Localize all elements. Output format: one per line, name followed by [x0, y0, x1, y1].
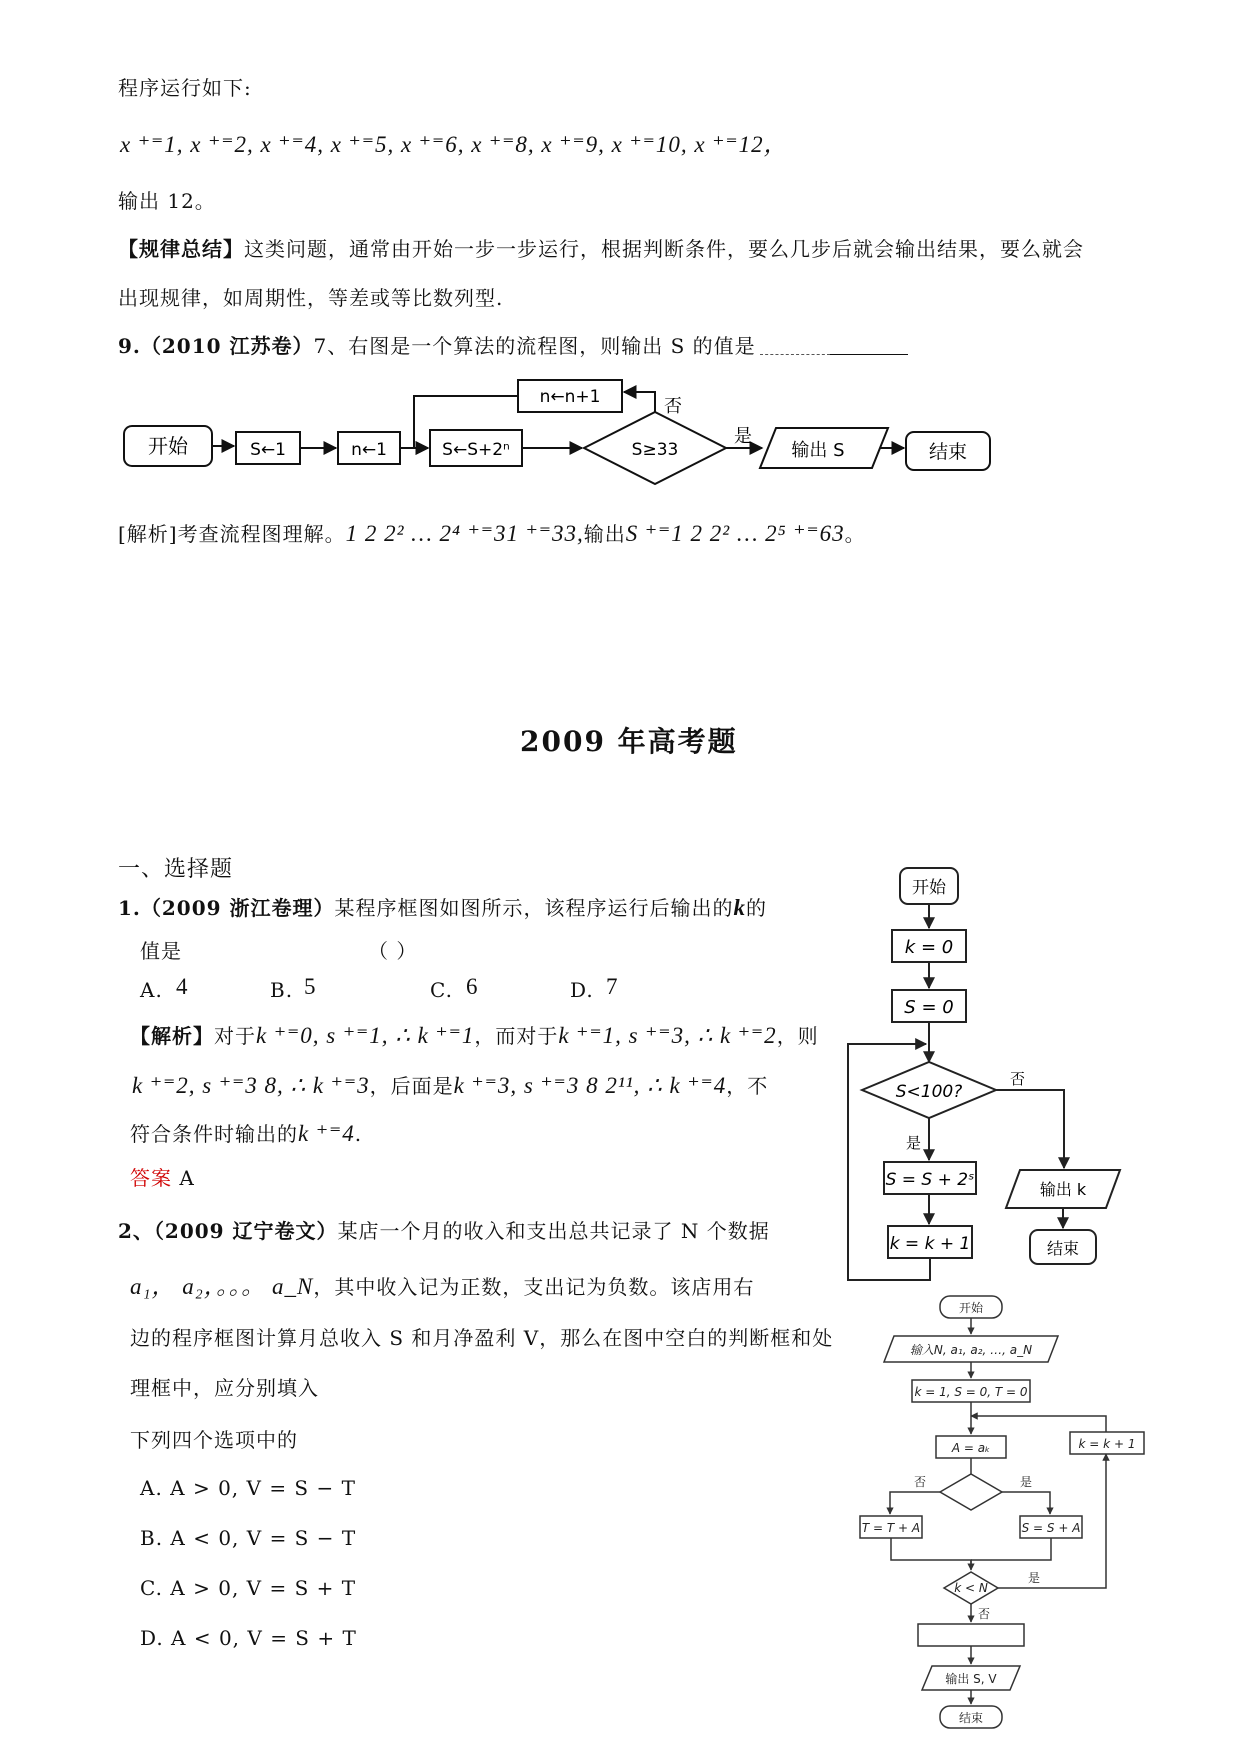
- q9-flow-condition: S≥33: [631, 440, 679, 460]
- q1-flow-no: 否: [1010, 1070, 1026, 1088]
- q1-analysis-3b: k ⁺⁼4: [298, 1121, 355, 1146]
- q1-answer-label: 答案: [130, 1166, 172, 1190]
- q2-flow-left: T = T + A: [861, 1521, 921, 1535]
- q1-flow-end: 结束: [1046, 1239, 1080, 1258]
- section-title: 2009 年高考题: [520, 725, 738, 758]
- q1-flow-yes: 是: [906, 1134, 922, 1152]
- q1-option-b-value: 5: [304, 974, 317, 999]
- q9-analysis-prefix: [解析]考查流程图理解。: [118, 522, 346, 546]
- q1-analysis-2: [132, 1070, 768, 1099]
- q2-line-2-math: a₁， a₂，。。。 a_N: [130, 1274, 314, 1299]
- q1-analysis-1e: ，则: [776, 1024, 819, 1048]
- q1-number: 1.: [118, 896, 141, 920]
- q1-analysis-2a: k ⁺⁼2, s ⁺⁼3 8, ∴ k ⁺⁼3: [132, 1073, 370, 1098]
- q1-flow-cond: S<100?: [895, 1082, 963, 1102]
- q2-text: 某店一个月的收入和支出总共记录了 N 个数据: [337, 1219, 770, 1243]
- q2-option-c: C. A > 0, V = S + T: [140, 1576, 357, 1600]
- q9-source: （2010 江苏卷）: [140, 334, 314, 358]
- q1-var: k: [733, 895, 747, 920]
- q2-flow-cond: k < N: [954, 1581, 988, 1595]
- q1-analysis-2b: ，后面是: [369, 1074, 454, 1098]
- q9-flow-n-update: n←n+1: [539, 387, 601, 407]
- q1-analysis-1: [130, 1020, 819, 1049]
- q2-flow-yes2: 是: [1028, 1571, 1041, 1585]
- q1-line-2: 值是: [140, 939, 182, 963]
- q1-analysis-1c: ，而对于: [474, 1024, 559, 1048]
- q2-line-2-text: ，其中收入记为正数，支出记为负数。该店用右: [313, 1275, 755, 1299]
- q2-line-4: 理框中，应分别填入: [130, 1376, 319, 1400]
- q9-blank-underline: [830, 354, 908, 355]
- q1-analysis-1d: k ⁺⁼1, s ⁺⁼3, ∴ k ⁺⁼2: [558, 1023, 777, 1048]
- q1-option-c-label: C.: [430, 978, 453, 1002]
- q1-flowchart: [840, 862, 1140, 1282]
- q9-flow-no: 否: [664, 396, 682, 417]
- q1-analysis-3c: .: [354, 1122, 363, 1146]
- q2-line-2: [130, 1268, 754, 1301]
- q9-flow-yes: 是: [734, 426, 752, 447]
- q2-flow-input: 输入N, a₁, a₂, …, a_N: [909, 1343, 1033, 1357]
- q2-option-d: D. A < 0, V = S + T: [140, 1626, 357, 1650]
- q9-analysis-output-label: 输出: [583, 522, 626, 546]
- q2-number: 2、: [118, 1219, 154, 1243]
- q9-text: 7、右图是一个算法的流程图，则输出 S 的值是: [313, 334, 756, 358]
- q9-flowchart: [0, 372, 1241, 512]
- q1-analysis-1b: k ⁺⁼0, s ⁺⁼1, ∴ k ⁺⁼1: [256, 1023, 475, 1048]
- section-heading: 一、选择题: [118, 857, 234, 882]
- q1-analysis-2c: k ⁺⁼3, s ⁺⁼3 8 2¹¹, ∴ k ⁺⁼4: [453, 1073, 727, 1098]
- q1-option-a-label: A.: [140, 978, 163, 1002]
- q2-flowchart: [860, 1292, 1160, 1752]
- rule-line-2: 出现规律，如周期性，等差或等比数列型.: [118, 286, 504, 310]
- q9-blank-dashed: [760, 354, 830, 355]
- q2-flow-no2: 否: [978, 1607, 991, 1621]
- q9-flow-start: 开始: [148, 434, 188, 458]
- rule-text-1: 这类问题，通常由开始一步一步运行，根据判断条件，要么几步后就会输出结果，要么就会: [244, 237, 1084, 261]
- q2-flow-kinc: k = k + 1: [1078, 1437, 1136, 1451]
- q1-flow-k0: k = 0: [904, 937, 954, 958]
- q2-flow-start: 开始: [958, 1301, 984, 1315]
- q1-analysis-2d: ，不: [726, 1074, 769, 1098]
- q2-line-3: 边的程序框图计算月总收入 S 和月净盈利 V，那么在图中空白的判断框和处: [130, 1326, 834, 1350]
- q2-option-b: B. A < 0, V = S − T: [140, 1526, 357, 1550]
- run-sequence: x ⁺⁼1, x ⁺⁼2, x ⁺⁼4, x ⁺⁼5, x ⁺⁼6, x ⁺⁼8, x ⁺⁼9, x ⁺⁼10, x ⁺⁼12，: [120, 132, 788, 157]
- q2-line-1: [118, 1215, 770, 1244]
- q2-source: （2009 辽宁卷文）: [153, 1219, 338, 1243]
- q1-answer: [130, 1162, 195, 1191]
- run-intro: 程序运行如下:: [118, 76, 252, 100]
- rule-label: 【规律总结】: [118, 237, 244, 261]
- q9-analysis: [118, 518, 866, 547]
- q2-option-a: A. A > 0, V = S − T: [140, 1476, 356, 1500]
- q1-source: （2009 浙江卷理）: [140, 896, 335, 920]
- q1-option-b-label: B.: [270, 978, 294, 1002]
- q9-flow-n-init: n←1: [351, 440, 387, 460]
- q9-flow-s-update: S←S+2ⁿ: [442, 440, 510, 460]
- q2-flow-right: S = S + A: [1021, 1521, 1081, 1535]
- q9-analysis-math: 1 2 2² … 2⁴ ⁺⁼31 ⁺⁼33,: [345, 521, 584, 546]
- rule-line-1: [118, 233, 1084, 262]
- q1-flow-output: 输出 k: [1039, 1180, 1087, 1199]
- q1-option-a-value: 4: [176, 974, 189, 999]
- q1-analysis-3: [130, 1118, 362, 1147]
- q1-line-1: [118, 892, 767, 921]
- q1-analysis-label: 【解析】: [130, 1024, 214, 1048]
- q2-flow-yes: 是: [1020, 1475, 1033, 1489]
- output-line: 输出 12。: [118, 189, 216, 213]
- q2-flow-init: k = 1, S = 0, T = 0: [914, 1385, 1028, 1399]
- q2-flow-output: 输出 S, V: [945, 1672, 997, 1686]
- q2-flow-blank-box: [918, 1624, 1024, 1646]
- q9-analysis-end: 。: [844, 522, 866, 546]
- q2-flow-end: 结束: [958, 1711, 984, 1725]
- q9-number: 9.: [118, 334, 141, 358]
- q1-option-d-value: 7: [606, 974, 619, 999]
- q9-flow-output: 输出 S: [791, 440, 845, 461]
- q1-flow-start: 开始: [912, 878, 946, 898]
- q1-option-d-label: D.: [570, 978, 594, 1002]
- q9-line: [118, 330, 908, 359]
- q1-answer-value: A: [179, 1166, 195, 1190]
- q1-analysis-1a: 对于: [214, 1024, 256, 1048]
- q9-flow-s-init: S←1: [250, 440, 286, 460]
- q1-analysis-3a: 符合条件时输出的: [130, 1122, 298, 1146]
- q1-text: 某程序框图如图所示，该程序运行后输出的: [334, 896, 734, 920]
- q1-option-c-value: 6: [466, 974, 479, 999]
- q2-line-5: 下列四个选项中的: [130, 1428, 298, 1452]
- q1-flow-update-s: S = S + 2ˢ: [885, 1170, 975, 1190]
- q2-flow-no: 否: [914, 1475, 927, 1489]
- q1-flow-s0: S = 0: [904, 997, 954, 1018]
- q1-paren: （ ）: [368, 939, 418, 963]
- q9-flow-end: 结束: [928, 441, 968, 463]
- q9-analysis-math-2: S ⁺⁼1 2 2² … 2⁵ ⁺⁼63: [625, 521, 845, 546]
- q1-text-end: 的: [746, 896, 768, 920]
- q2-flow-assign: A = aₖ: [951, 1441, 991, 1455]
- q1-flow-update-k: k = k + 1: [889, 1234, 971, 1254]
